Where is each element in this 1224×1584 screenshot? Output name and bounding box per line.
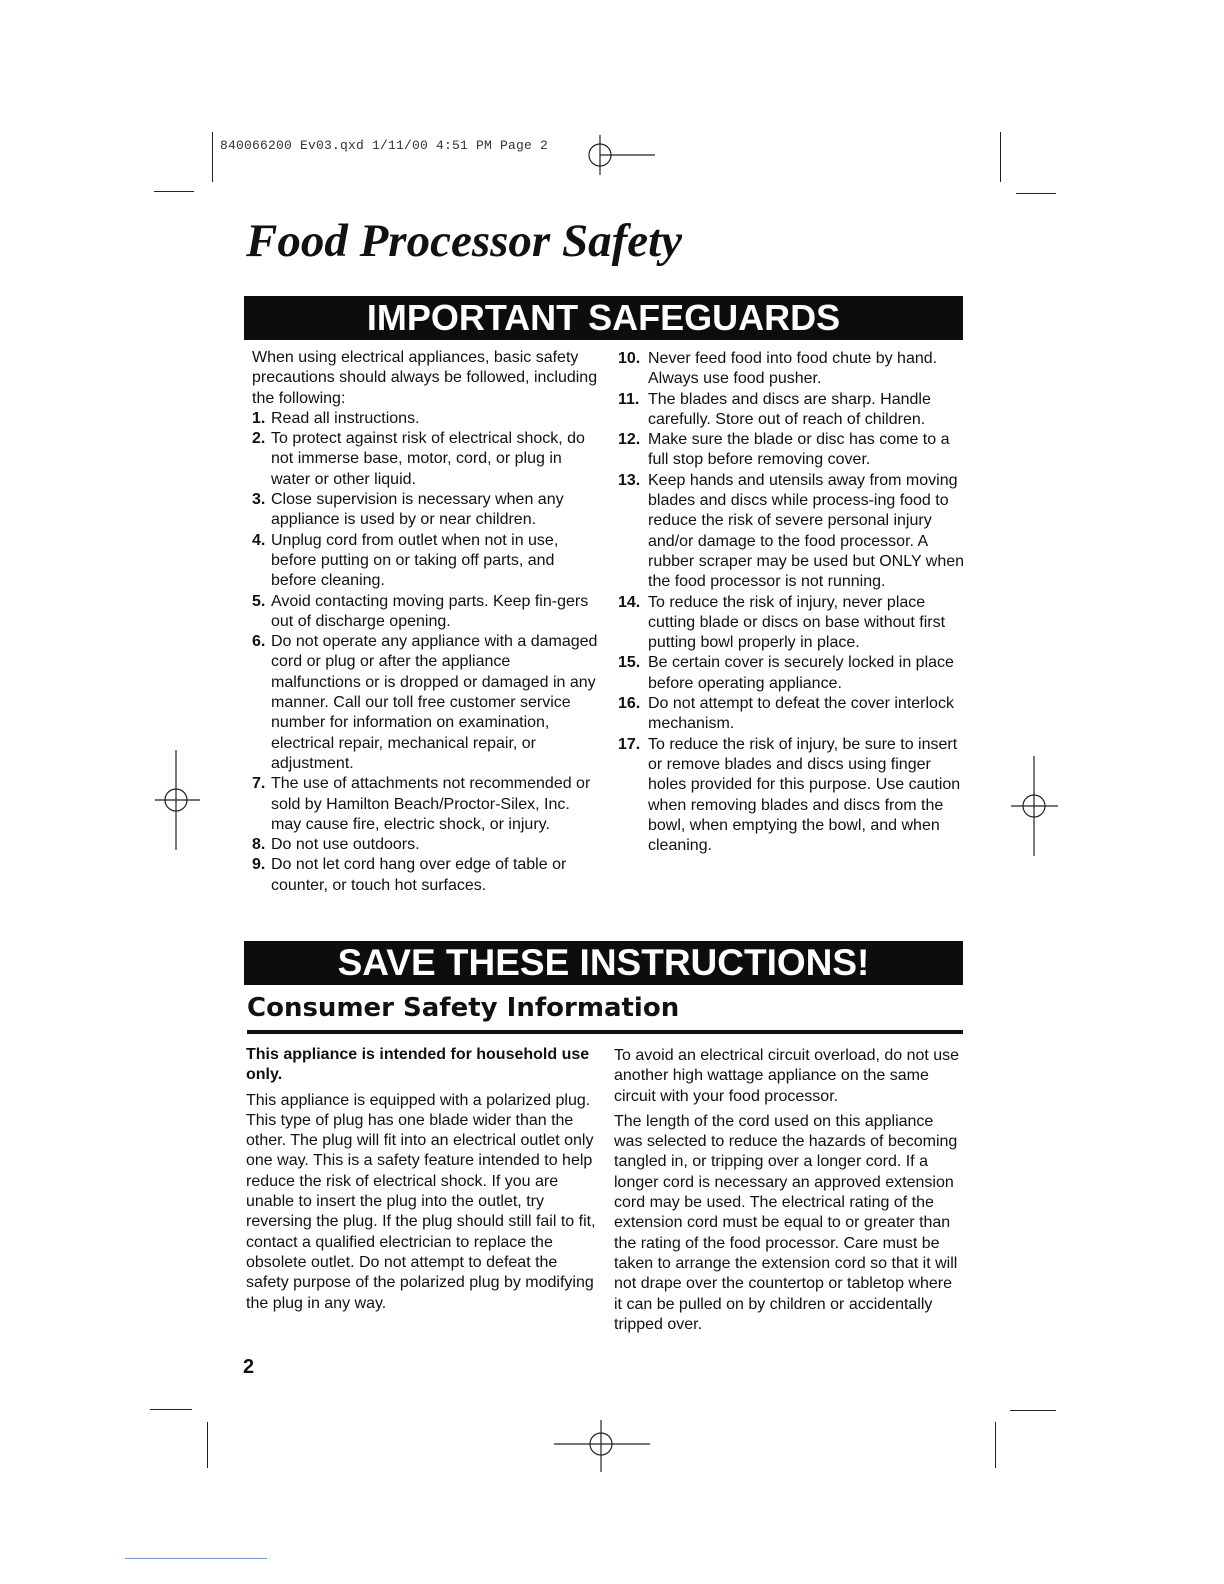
registration-mark-icon [560, 130, 660, 180]
consumer-left-column [246, 1045, 596, 1319]
registration-mark-icon [550, 1418, 654, 1474]
heading-rule [247, 1030, 963, 1034]
registration-mark-icon [1006, 756, 1062, 856]
safeguard-item: 1. Read all instructions. [252, 409, 420, 427]
page-number: 2 [243, 1356, 255, 1378]
crop-mark [207, 1422, 208, 1468]
registration-mark-icon [150, 750, 206, 850]
safeguard-item: 3. Close supervision is necessary when any appliance is used by or near children. [252, 491, 564, 529]
crop-mark [212, 132, 213, 182]
safeguard-item: 6. Do not operate any appliance with a damaged cord or plug or after the appliance malfunctions or is dropped or damaged in any manner. Call our toll free customer service number for information on examination, electrical repair, mechanical repair, or adjustment. [252, 633, 598, 772]
safeguards-intro: When using electrical appliances, basic safety precautions should always be followed, including the following: [252, 349, 598, 407]
safeguard-item: 12. Make sure the blade or disc has come to a full stop before removing cover. [618, 431, 950, 469]
polarized-plug-paragraph: This appliance is equipped with a polarized plug. This type of plug has one blade wider than the other. The plug will fit into an electrical outlet only one way. This is a safety feature intended to help reduce the risk of electrical shock. If you are unable to insert the plug into the outlet, try reversing the plug. If the plug should still fail to fit, contact a qualified electrician to replace the obsolete outlet. Do not attempt to defeat the safety purpose of the polarized plug by modifying the plug in any way. [246, 1091, 596, 1312]
cord-length-paragraph: The length of the cord used on this appliance was selected to reduce the hazards of becoming tangled in, or tripping over a longer cord. If a longer cord is necessary an approved extension cord may be used. The electrical rating of the extension cord must be equal to or greater than the rating of the food processor. Care must be taken to arrange the extension cord so that it will not drape over the countertop or tabletop where it can be pulled on by children or accidentally tripped over. [614, 1112, 958, 1333]
safeguard-item: 15. Be certain cover is securely locked in place before operating appliance. [618, 654, 954, 692]
page-title: Food Processor Safety [246, 215, 683, 267]
safeguard-item: 2. To protect against risk of electrical shock, do not immerse base, motor, cord, or plug in water or other liquid. [252, 430, 585, 488]
crop-mark [125, 1558, 267, 1559]
crop-mark [995, 1422, 996, 1468]
safeguard-item: 10. Never feed food into food chute by hand. Always use food pusher. [618, 350, 938, 388]
safeguard-item: 9. Do not let cord hang over edge of table or counter, or touch hot surfaces. [252, 856, 567, 894]
crop-mark [154, 191, 194, 192]
crop-mark [1010, 1410, 1056, 1411]
safeguards-right-column [618, 349, 968, 856]
circuit-overload-paragraph: To avoid an electrical circuit overload, do not use another high wattage appliance on the same circuit with your food processor. [614, 1047, 960, 1105]
safeguard-item: 16. Do not attempt to defeat the cover interlock mechanism. [618, 695, 954, 733]
crop-mark [1016, 193, 1056, 194]
household-use-note: This appliance is intended for household use only. [246, 1046, 590, 1084]
safeguard-item: 14. To reduce the risk of injury, never place cutting blade or discs on base without first putting bowl properly in place. [618, 593, 946, 652]
safeguard-item: 13. Keep hands and utensils away from moving blades and discs while process-ing food to reduce the risk of severe personal injury and/or damage to the food processor. A rubber scraper may be used but ONLY when the food processor is not running. [618, 471, 965, 591]
safeguard-item: 11. The blades and discs are sharp. Handle carefully. Store out of reach of children. [618, 390, 931, 428]
safeguard-item: 8. Do not use outdoors. [252, 836, 420, 854]
safeguard-item: 4. Unplug cord from outlet when not in use, before putting on or taking off parts, and before cleaning. [252, 531, 559, 590]
crop-mark [150, 1409, 192, 1410]
safeguard-item: 17. To reduce the risk of injury, be sure to insert or remove blades and discs using finger holes provided for this purpose. Use caution when removing blades and discs from the bowl, when emptying the bowl, and when cleaning. [618, 735, 961, 855]
safeguards-banner: IMPORTANT SAFEGUARDS [244, 296, 963, 340]
consumer-right-column [614, 1046, 964, 1340]
safeguard-item: 7. The use of attachments not recommended or sold by Hamilton Beach/Proctor-Silex, Inc. may cause fire, electric shock, or injury. [252, 775, 591, 833]
consumer-safety-heading: Consumer Safety Information [247, 993, 680, 1023]
crop-mark [1000, 132, 1001, 182]
save-instructions-banner: SAVE THESE INSTRUCTIONS! [244, 941, 963, 985]
file-slug: 840066200 Ev03.qxd 1/11/00 4:51 PM Page 2 [220, 138, 549, 153]
safeguards-left-column [252, 348, 602, 896]
safeguard-item: 5. Avoid contacting moving parts. Keep fin-gers out of discharge opening. [252, 592, 589, 630]
